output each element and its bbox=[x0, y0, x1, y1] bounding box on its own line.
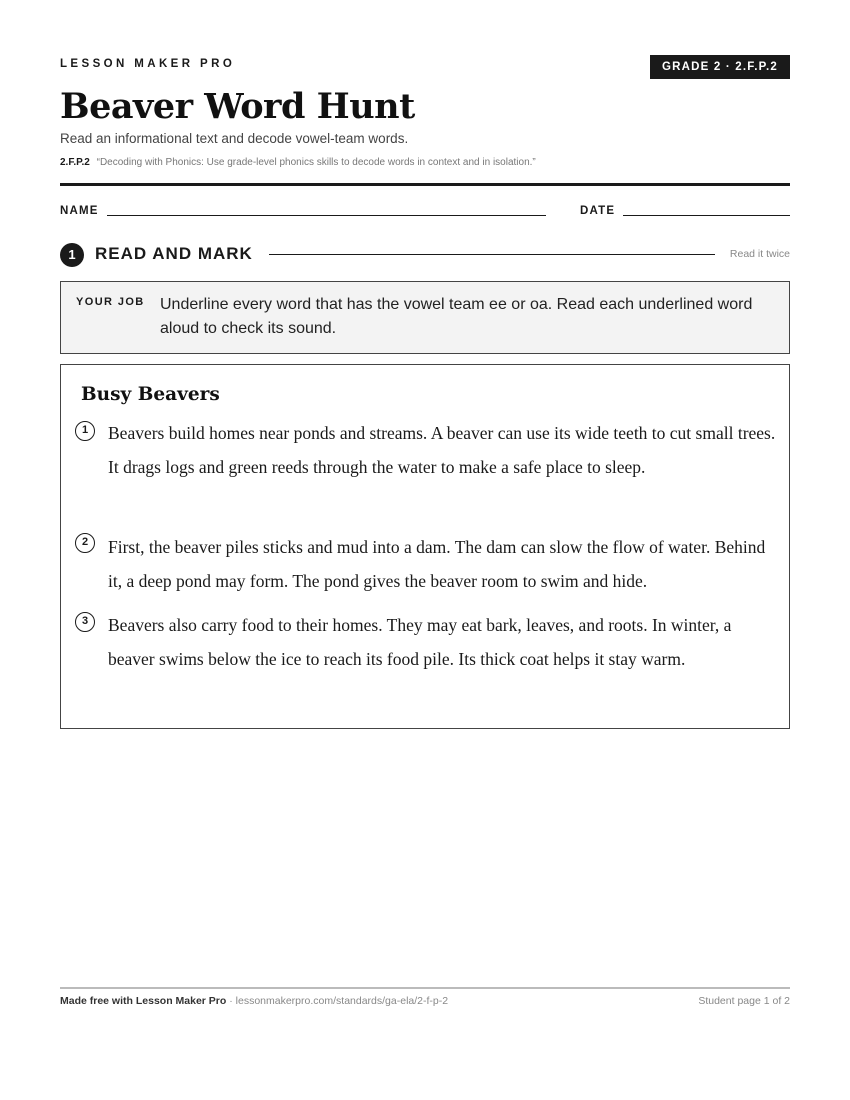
section-note: Read it twice bbox=[729, 248, 790, 260]
footer-page-info: Student page 1 of 2 bbox=[698, 995, 790, 1007]
brand-name: LESSON MAKER PRO bbox=[60, 58, 236, 70]
date-field[interactable] bbox=[623, 215, 790, 216]
page-subtitle: Read an informational text and decode vowel-team words. bbox=[60, 131, 409, 146]
paragraph-number: 2 bbox=[75, 533, 95, 553]
section-title: READ AND MARK bbox=[95, 244, 253, 263]
footer-credit bbox=[60, 995, 448, 1007]
passage-paragraph: First, the beaver piles sticks and mud into a dam. The dam can slow the flow of water. Behind it, a deep pond may form. The pond gives the beaver room to swim and hide. bbox=[108, 537, 766, 591]
passage-paragraph: Beavers also carry food to their homes. They may eat bark, leaves, and roots. In winter, a beaver swims below the ice to reach its food pile. Its thick coat helps it stay warm. bbox=[108, 615, 732, 669]
page-title: Beaver Word Hunt bbox=[60, 86, 415, 127]
grade-badge: GRADE 2 · 2.F.P.2 bbox=[650, 55, 790, 79]
reading-passage bbox=[60, 364, 790, 729]
section-number-badge: 1 bbox=[60, 243, 84, 267]
passage-title: Busy Beavers bbox=[81, 384, 220, 405]
footer-divider bbox=[60, 987, 790, 989]
passage-paragraph: Beavers build homes near ponds and streams. A beaver can use its wide teeth to cut small trees. It drags logs and green reeds through the water to make a safe place to sleep. bbox=[108, 423, 776, 477]
section-divider bbox=[269, 254, 715, 255]
instructions-box bbox=[60, 281, 790, 354]
header-divider bbox=[60, 183, 790, 186]
footer-separator: · bbox=[226, 995, 236, 1007]
instructions-label: YOUR JOB bbox=[76, 296, 145, 308]
name-field[interactable] bbox=[107, 215, 546, 216]
standard-text: “Decoding with Phonics: Use grade-level phonics skills to decode words in context and in isolation.” bbox=[96, 157, 536, 168]
footer-url[interactable]: lessonmakerpro.com/standards/ga-ela/2-f-p-2 bbox=[235, 995, 449, 1007]
footer-made-with: Made free with Lesson Maker Pro bbox=[60, 995, 227, 1007]
standard-code: 2.F.P.2 bbox=[60, 157, 90, 168]
instructions-text: Underline every word that has the vowel team ee or oa. Read each underlined word aloud to check its sound. bbox=[160, 296, 753, 337]
standard-line bbox=[60, 157, 536, 168]
date-label: DATE bbox=[580, 205, 616, 217]
worksheet-page bbox=[60, 0, 790, 1100]
name-label: NAME bbox=[60, 205, 99, 217]
paragraph-number: 1 bbox=[75, 421, 95, 441]
paragraph-number: 3 bbox=[75, 612, 95, 632]
